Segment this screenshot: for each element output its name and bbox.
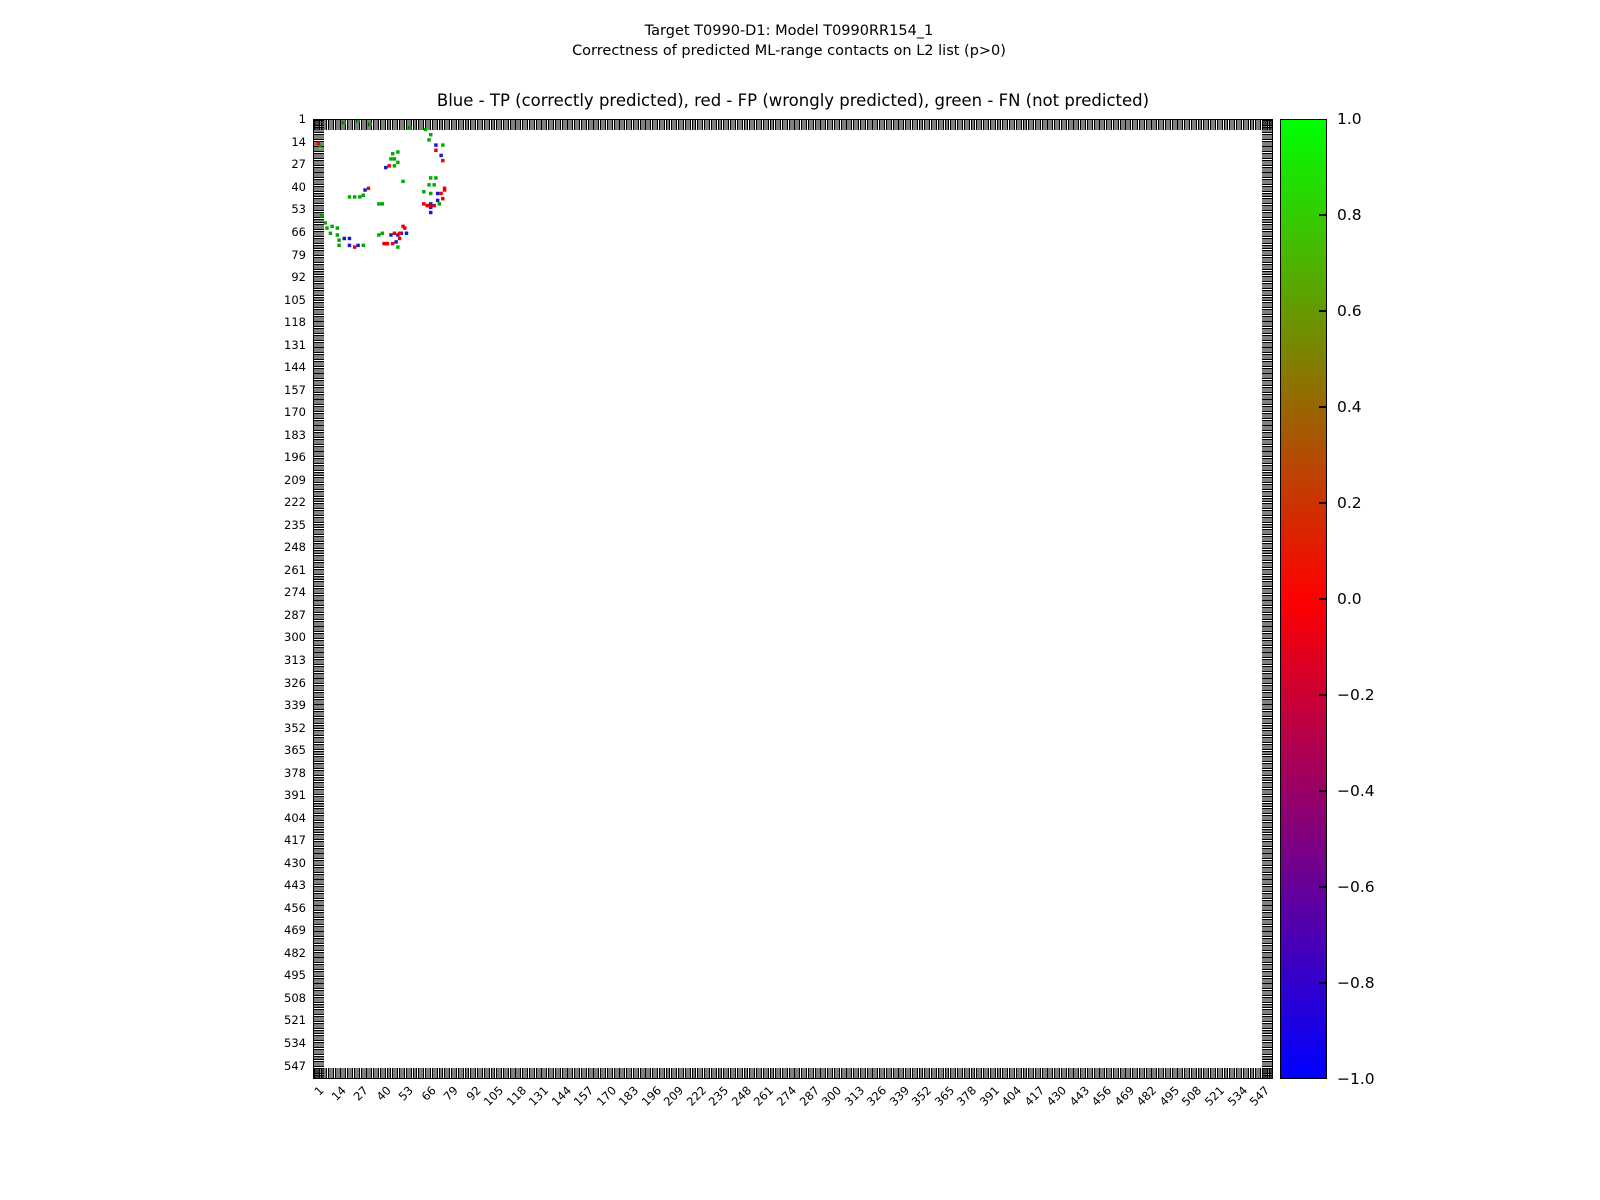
fp-point <box>441 159 444 162</box>
y-tick-label: 105 <box>284 292 306 307</box>
fn-point <box>325 226 328 229</box>
fn-point <box>353 195 356 198</box>
y-tick-label: 209 <box>284 472 306 487</box>
colorbar-tick <box>1319 310 1326 311</box>
y-tick-label: 131 <box>284 337 306 352</box>
colorbar-tick-label: 0.2 <box>1337 494 1362 512</box>
y-tick-label: 196 <box>284 450 306 465</box>
colorbar-tick-label: −0.6 <box>1337 878 1375 896</box>
fn-point <box>337 238 340 241</box>
x-tick-label: 131 <box>525 1083 552 1109</box>
y-tick-label: 92 <box>291 270 306 285</box>
x-tick-label: 53 <box>395 1083 417 1104</box>
x-tick-label: 157 <box>570 1083 597 1109</box>
colorbar-tick <box>1319 598 1326 599</box>
fn-point <box>422 190 425 193</box>
fn-point <box>377 202 380 205</box>
x-tick-label: 365 <box>931 1083 957 1109</box>
x-tick-label: 1 <box>310 1083 327 1099</box>
fn-point <box>337 244 340 247</box>
y-tick-label: 352 <box>284 720 306 735</box>
fp-point <box>367 187 370 190</box>
y-tick-label: 443 <box>284 878 306 893</box>
fp-point <box>439 192 442 195</box>
fp-point <box>422 202 425 205</box>
fn-point <box>336 226 339 229</box>
colorbar-tick-label: 0.4 <box>1337 398 1362 416</box>
fn-point <box>356 120 359 123</box>
y-tick-label: 183 <box>284 427 306 442</box>
x-tick-label: 144 <box>548 1083 574 1109</box>
y-tick-label: 53 <box>291 202 306 217</box>
fn-point <box>434 176 437 179</box>
fp-point <box>432 204 435 207</box>
fn-point <box>329 232 332 235</box>
x-tick-label: 92 <box>463 1083 484 1104</box>
colorbar-tick <box>1319 502 1326 503</box>
fp-point <box>353 245 356 248</box>
x-tick-label: 209 <box>661 1083 687 1109</box>
tp-point <box>356 244 359 247</box>
tp-point <box>434 143 437 146</box>
fn-point <box>408 126 411 129</box>
x-tick-label: 404 <box>998 1083 1025 1109</box>
x-tick-label: 534 <box>1224 1083 1250 1109</box>
fn-point <box>318 145 321 148</box>
colorbar-tick-label: −0.4 <box>1337 782 1375 800</box>
fp-point <box>393 232 396 235</box>
x-tick-label: 79 <box>440 1083 462 1104</box>
fn-point <box>432 183 435 186</box>
tp-point <box>436 199 439 202</box>
y-tick-label: 248 <box>284 540 306 555</box>
x-tick-label: 521 <box>1201 1083 1228 1109</box>
x-tick-label: 495 <box>1156 1083 1183 1109</box>
x-tick-label: 352 <box>908 1083 935 1109</box>
y-tick-label: 313 <box>284 653 306 668</box>
colorbar-tick-label: −1.0 <box>1337 1070 1375 1088</box>
y-tick-label: 274 <box>284 585 306 600</box>
fn-point <box>427 138 430 141</box>
y-tick-label: 495 <box>284 968 306 983</box>
y-tick-label: 157 <box>284 382 306 397</box>
tp-point <box>363 188 366 191</box>
y-tick-label: 222 <box>284 495 306 510</box>
colorbar-tick <box>1319 694 1326 695</box>
tp-point <box>436 192 439 195</box>
x-tick-label: 222 <box>683 1083 710 1109</box>
fn-point <box>389 157 392 160</box>
x-tick-label: 391 <box>976 1083 1002 1109</box>
figure-title-line2: Correctness of predicted ML-range contacts on L2 list (p>0) <box>572 43 1006 59</box>
y-tick-label: 378 <box>284 765 306 780</box>
y-tick-label: 300 <box>284 630 306 645</box>
y-tick-label: 79 <box>291 247 306 262</box>
x-tick-label: 27 <box>350 1083 372 1104</box>
y-tick-label: 118 <box>284 315 306 330</box>
fn-point <box>358 195 361 198</box>
fn-point <box>381 232 384 235</box>
fp-point <box>441 197 444 200</box>
x-tick-label: 430 <box>1044 1083 1070 1109</box>
y-tick-label: 482 <box>284 945 306 960</box>
x-tick-label: 456 <box>1089 1083 1115 1109</box>
fp-point <box>387 164 390 167</box>
fp-point <box>443 188 446 191</box>
colorbar-tick <box>1319 406 1326 407</box>
x-tick-label: 66 <box>418 1083 439 1104</box>
x-tick-label: 105 <box>480 1083 507 1109</box>
fn-point <box>343 121 346 124</box>
x-tick-label: 313 <box>841 1083 867 1109</box>
x-tick-label: 339 <box>886 1083 912 1109</box>
fp-point <box>403 226 406 229</box>
axes-title-legend: Blue - TP (correctly predicted), red - FP (wrongly predicted), green - FN (not predicted) <box>436 91 1150 110</box>
fn-point <box>320 214 323 217</box>
fn-point <box>401 180 404 183</box>
y-tick-label: 27 <box>291 157 306 172</box>
y-tick-label: 66 <box>291 225 306 239</box>
colorbar-tick <box>1319 214 1326 215</box>
x-tick-label: 417 <box>1021 1083 1047 1109</box>
x-tick-label: 547 <box>1246 1083 1273 1109</box>
x-tick-label: 183 <box>616 1083 642 1109</box>
fn-point <box>441 143 444 146</box>
tp-point <box>384 166 387 169</box>
fn-point <box>438 202 441 205</box>
y-tick-label: 235 <box>284 517 306 532</box>
contact-map-plot-area <box>313 119 1273 1079</box>
y-tick-label: 40 <box>291 179 306 194</box>
y-tick-label: 170 <box>284 405 306 420</box>
colorbar-tick-label: 0.6 <box>1337 302 1362 320</box>
fp-point <box>391 242 394 245</box>
y-tick-label: 417 <box>284 833 306 848</box>
fp-point <box>434 149 437 152</box>
fn-point <box>427 183 430 186</box>
y-tick-label: 1 <box>298 112 306 127</box>
tp-point <box>405 232 408 235</box>
fn-point <box>429 192 432 195</box>
fn-point <box>368 123 371 126</box>
fn-point <box>424 128 427 131</box>
figure-title-line1: Target T0990-D1: Model T0990RR154_1 <box>644 23 934 39</box>
y-tick-label: 391 <box>284 788 306 803</box>
y-tick-label: 521 <box>284 1013 306 1028</box>
fn-point <box>348 195 351 198</box>
fn-point <box>362 244 365 247</box>
y-tick-label: 14 <box>291 134 306 149</box>
fn-point <box>336 233 339 236</box>
y-tick-label: 469 <box>284 923 306 938</box>
colorbar-tick <box>1319 982 1326 983</box>
colorbar-tick-label: 0.0 <box>1337 590 1362 608</box>
fn-point <box>330 225 333 228</box>
y-tick-label: 547 <box>284 1058 306 1073</box>
y-tick-label: 430 <box>284 855 306 870</box>
contact-points-layer <box>314 120 1272 1078</box>
x-tick-label: 40 <box>373 1083 394 1104</box>
fn-point <box>396 150 399 153</box>
y-tick-label: 339 <box>284 698 306 713</box>
fp-point <box>398 237 401 240</box>
x-tick-label: 170 <box>593 1083 619 1109</box>
fn-point <box>429 133 432 136</box>
fn-point <box>324 221 327 224</box>
fp-point <box>386 242 389 245</box>
x-tick-label: 326 <box>863 1083 890 1109</box>
fp-point <box>427 204 430 207</box>
y-tick-label: 456 <box>284 900 306 915</box>
y-tick-label: 144 <box>284 360 306 375</box>
fn-point <box>393 157 396 160</box>
colorbar-tick-label: 1.0 <box>1337 110 1362 128</box>
x-tick-label: 118 <box>503 1083 529 1109</box>
fn-point <box>396 161 399 164</box>
tp-point <box>429 211 432 214</box>
y-tick-label: 508 <box>284 990 306 1005</box>
colorbar-tick-label: 0.8 <box>1337 206 1362 224</box>
tp-point <box>439 154 442 157</box>
y-tick-label: 326 <box>284 675 306 690</box>
y-tick-label: 365 <box>284 743 306 758</box>
x-tick-label: 248 <box>728 1083 755 1109</box>
x-tick-label: 508 <box>1179 1083 1205 1109</box>
tp-point <box>343 237 346 240</box>
x-tick-label: 274 <box>773 1083 800 1109</box>
fp-point <box>398 232 401 235</box>
x-tick-label: 235 <box>706 1083 732 1109</box>
y-tick-label: 287 <box>284 607 306 622</box>
x-tick-label: 287 <box>796 1083 822 1109</box>
fp-point <box>317 142 320 145</box>
x-tick-label: 443 <box>1066 1083 1092 1109</box>
x-tick-label: 482 <box>1134 1083 1160 1109</box>
fn-point <box>429 176 432 179</box>
colorbar-tick <box>1319 886 1326 887</box>
fn-point <box>391 152 394 155</box>
x-tick-label: 469 <box>1111 1083 1138 1109</box>
fn-point <box>377 233 380 236</box>
fn-point <box>362 193 365 196</box>
tp-point <box>389 233 392 236</box>
tp-point <box>394 240 397 243</box>
fn-point <box>381 202 384 205</box>
y-tick-label: 534 <box>284 1035 306 1050</box>
y-tick-label: 261 <box>284 562 306 577</box>
fn-point <box>396 245 399 248</box>
tp-point <box>348 237 351 240</box>
x-tick-label: 196 <box>638 1083 664 1109</box>
x-tick-label: 300 <box>818 1083 845 1109</box>
tp-point <box>348 244 351 247</box>
x-tick-label: 14 <box>328 1083 349 1104</box>
colorbar-tick <box>1319 790 1326 791</box>
y-tick-label: 404 <box>284 810 306 825</box>
fn-point <box>393 164 396 167</box>
colorbar-tick-label: −0.8 <box>1337 974 1375 992</box>
colorbar-tick-label: −0.2 <box>1337 686 1375 704</box>
x-tick-label: 378 <box>953 1083 980 1109</box>
x-tick-label: 261 <box>751 1083 777 1109</box>
